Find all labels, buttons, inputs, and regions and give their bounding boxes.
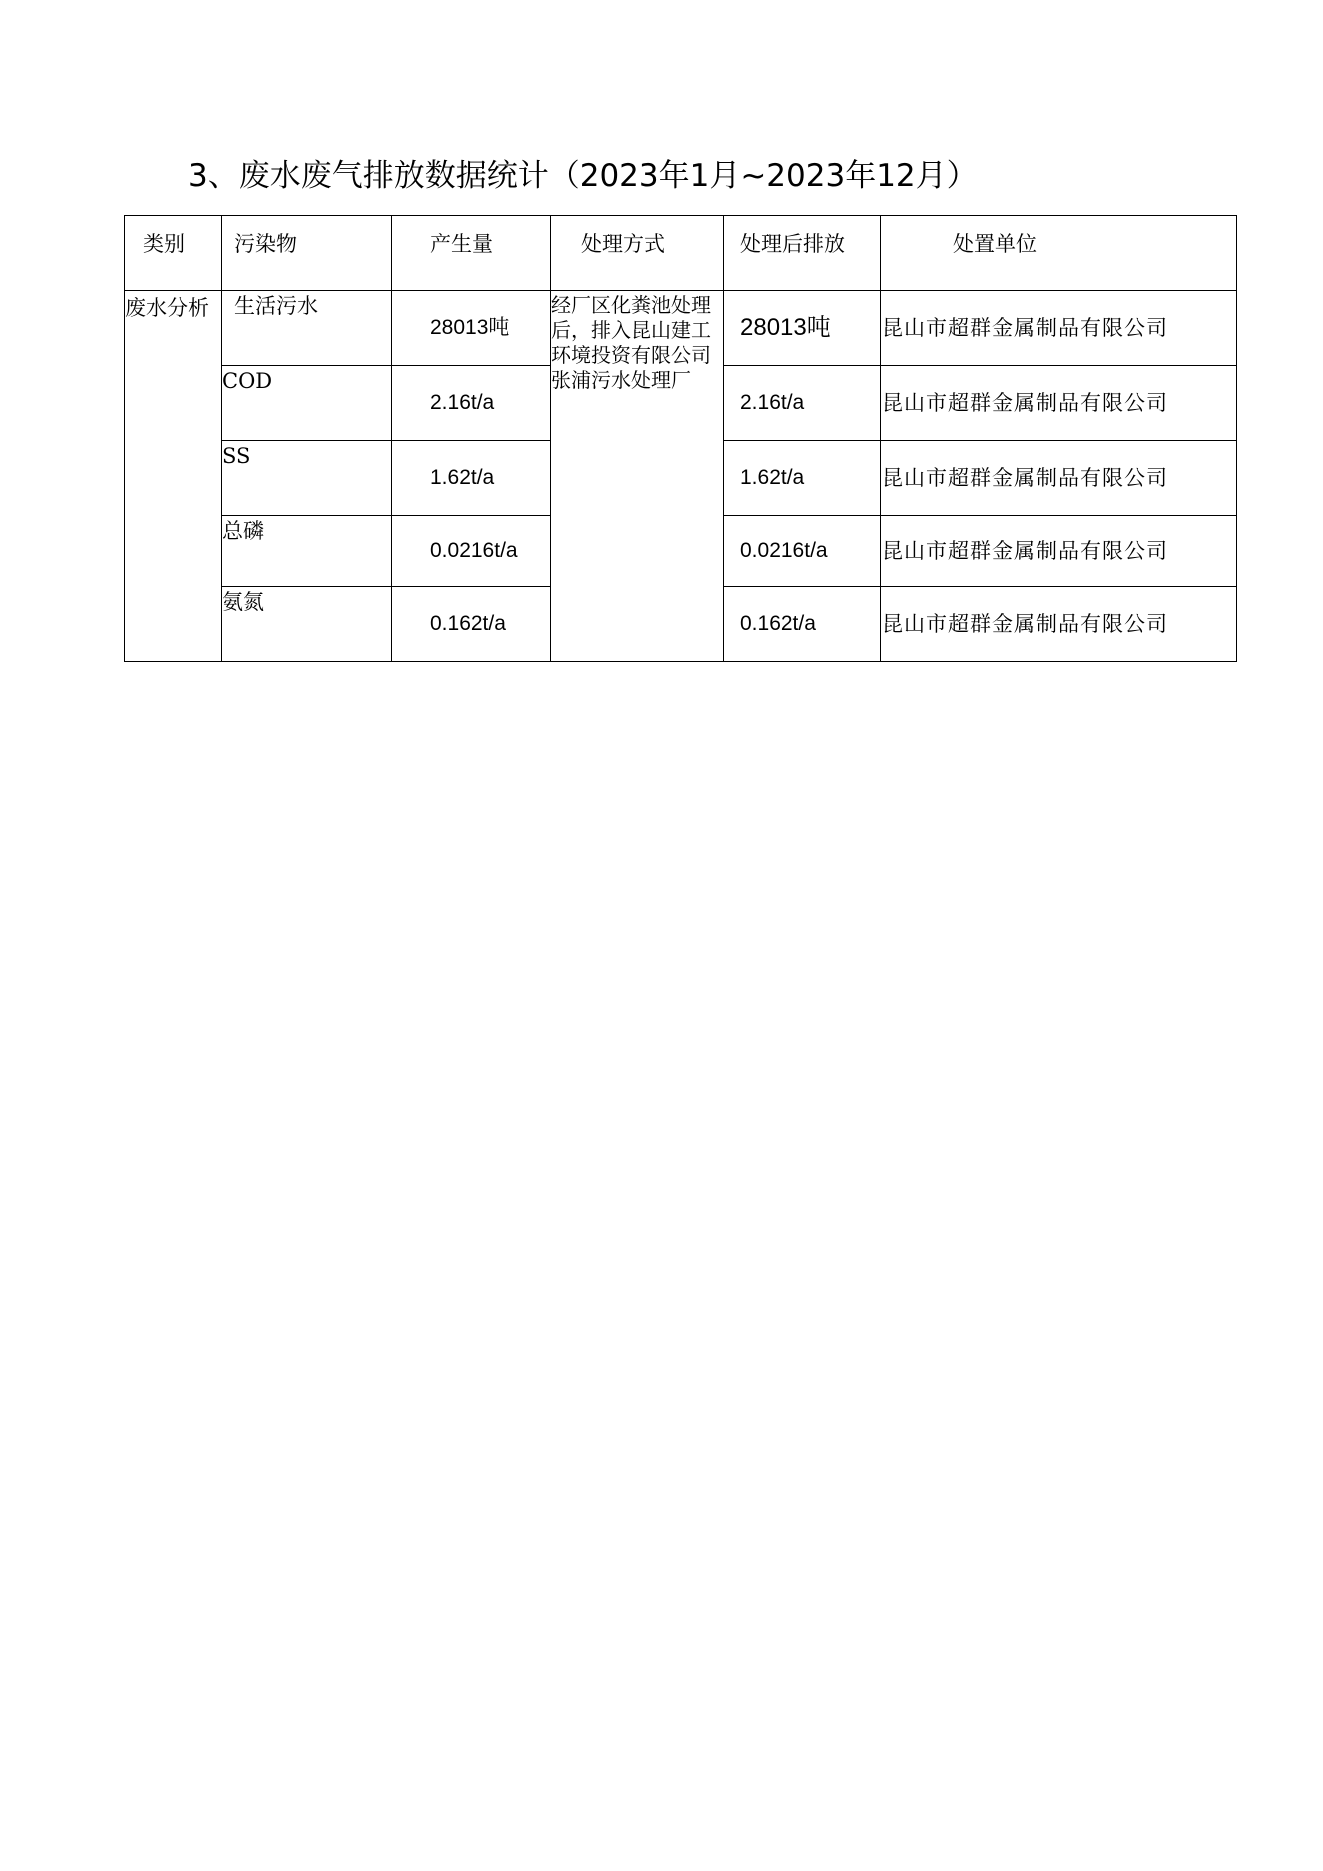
header-category: 类别 — [125, 216, 222, 291]
generated-cell: 2.16t/a — [392, 366, 551, 441]
category-cell: 废水分析 — [125, 291, 222, 662]
emission-table — [124, 215, 1237, 662]
header-discharged: 处理后排放 — [724, 216, 881, 291]
disposal-unit-cell: 昆山市超群金属制品有限公司 — [881, 516, 1237, 587]
page-title: 3、废水废气排放数据统计（2023年1月~2023年12月） — [188, 158, 978, 194]
header-treatment: 处理方式 — [551, 216, 724, 291]
header-disposal-unit: 处置单位 — [881, 216, 1237, 291]
pollutant-cell: 氨氮 — [222, 587, 392, 662]
discharged-cell: 1.62t/a — [724, 441, 881, 516]
treatment-cell: 经厂区化粪池处理后，排入昆山建工环境投资有限公司张浦污水处理厂 — [551, 291, 724, 662]
disposal-unit-cell: 昆山市超群金属制品有限公司 — [881, 366, 1237, 441]
generated-cell: 1.62t/a — [392, 441, 551, 516]
generated-cell: 28013吨 — [392, 291, 551, 366]
pollutant-cell: 生活污水 — [222, 291, 392, 366]
pollutant-cell: SS — [222, 441, 392, 516]
discharged-cell: 2.16t/a — [724, 366, 881, 441]
pollutant-cell: COD — [222, 366, 392, 441]
generated-cell: 0.162t/a — [392, 587, 551, 662]
pollutant-cell: 总磷 — [222, 516, 392, 587]
disposal-unit-cell: 昆山市超群金属制品有限公司 — [881, 291, 1237, 366]
discharged-cell: 0.0216t/a — [724, 516, 881, 587]
discharged-cell: 28013吨 — [724, 291, 881, 366]
disposal-unit-cell: 昆山市超群金属制品有限公司 — [881, 587, 1237, 662]
header-pollutant: 污染物 — [222, 216, 392, 291]
generated-cell: 0.0216t/a — [392, 516, 551, 587]
header-generated: 产生量 — [392, 216, 551, 291]
table-row — [125, 291, 1237, 366]
discharged-cell: 0.162t/a — [724, 587, 881, 662]
disposal-unit-cell: 昆山市超群金属制品有限公司 — [881, 441, 1237, 516]
table-header-row — [125, 216, 1237, 291]
